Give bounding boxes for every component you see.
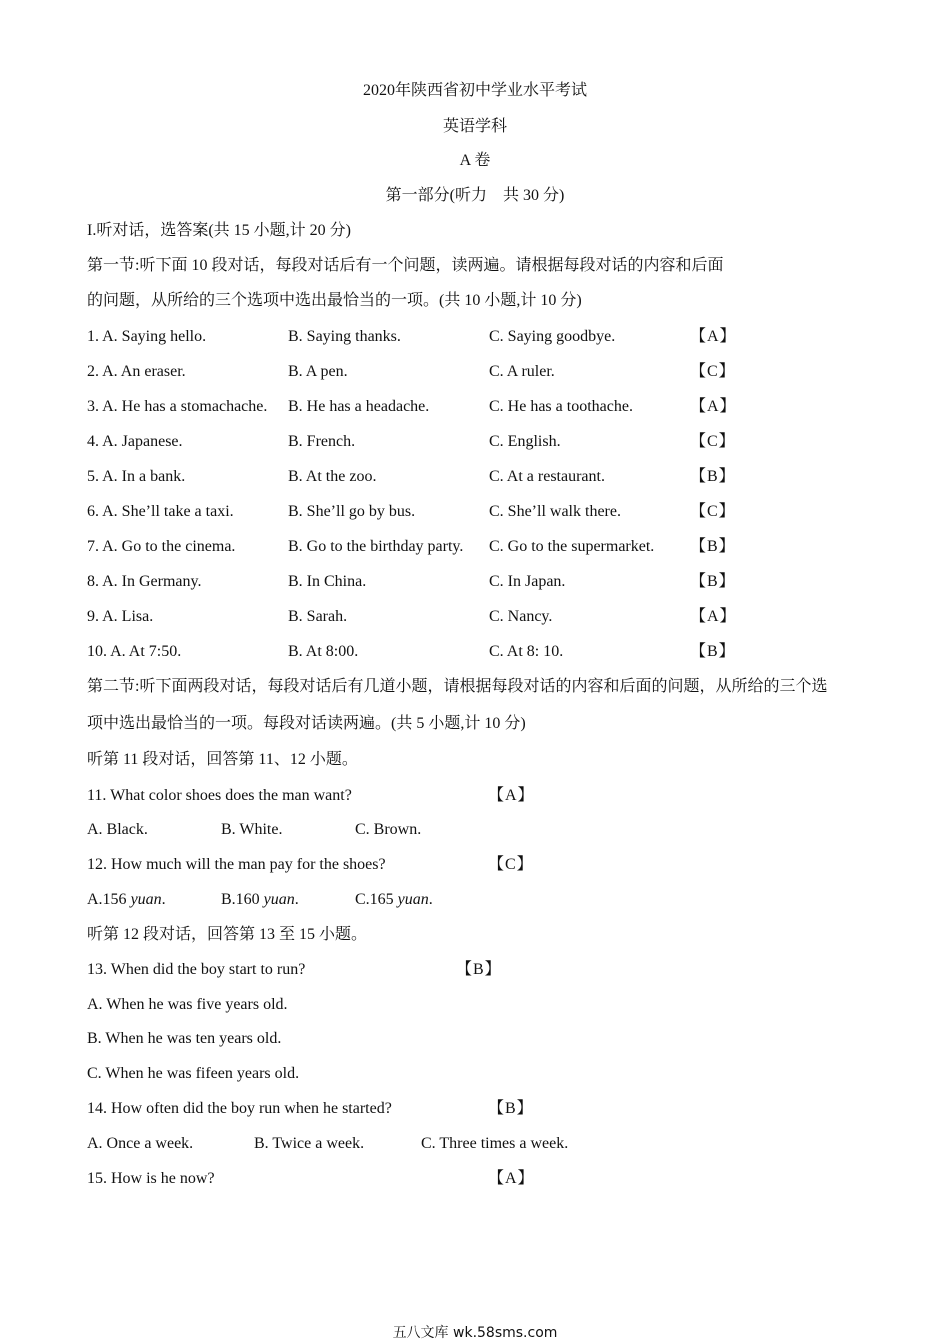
option-c: C. Go to the supermarket. <box>489 538 655 555</box>
part-heading: 第一部分(听力 共 30 分) <box>385 187 565 204</box>
answer-key: 【B】 <box>690 573 736 590</box>
price-value: C.165 <box>355 891 394 908</box>
answer-key: 【B】 <box>690 538 736 555</box>
option-c: C. English. <box>489 433 561 450</box>
section-heading: I.听对话，选答案(共 15 小题,计 20 分) <box>87 222 351 239</box>
period: . <box>428 891 433 908</box>
option-a: 2. A. An eraser. <box>87 363 186 380</box>
option-a: 10. A. At 7:50. <box>87 643 182 660</box>
question-12: 12. How much will the man pay for the shoes? <box>87 856 386 873</box>
option-c: C. In Japan. <box>489 573 566 590</box>
answer-key: 【C】 <box>690 433 736 450</box>
answer-key: 【C】 <box>690 363 736 380</box>
question-11: 11. What color shoes does the man want? <box>87 787 352 804</box>
option-b: B. At 8:00. <box>288 643 359 660</box>
option-a: A. Black. <box>87 821 148 838</box>
answer-key: 【B】 <box>456 961 502 978</box>
option-c: C. Saying goodbye. <box>489 328 616 345</box>
option-a: 1. A. Saying hello. <box>87 328 207 345</box>
option-b: B. Saying thanks. <box>288 328 401 345</box>
exam-title: 2020年陕西省初中学业水平考试 <box>362 82 587 99</box>
question-15: 15. How is he now? <box>87 1170 215 1187</box>
dialog-11-intro: 听第 11 段对话，回答第 11、12 小题。 <box>87 751 358 768</box>
option-c: C. A ruler. <box>489 363 555 380</box>
section2-instructions-line1: 第二节:听下面两段对话，每段对话后有几道小题，请根据每段对话的内容和后面的问题，从所给的三个选 <box>87 678 828 695</box>
option-c: C. Brown. <box>355 821 422 838</box>
price-value: A.156 <box>87 891 127 908</box>
option-a: 8. A. In Germany. <box>87 573 202 590</box>
option-c: C. When he was fifeen years old. <box>87 1065 300 1082</box>
option-c: C. Nancy. <box>489 608 553 625</box>
option-a: 5. A. In a bank. <box>87 468 186 485</box>
option-a: 6. A. She’ll take a taxi. <box>87 503 234 520</box>
option-b <box>221 890 299 910</box>
option-a: A. Once a week. <box>87 1135 194 1152</box>
answer-key: 【A】 <box>690 328 737 345</box>
option-b: B. White. <box>221 821 283 838</box>
dialog-12-intro: 听第 12 段对话，回答第 13 至 15 小题。 <box>87 926 368 943</box>
footer-watermark: 五八文库 wk.58sms.com <box>392 1325 558 1341</box>
currency-unit: yuan <box>397 891 429 908</box>
option-a: 9. A. Lisa. <box>87 608 154 625</box>
period: . <box>161 891 166 908</box>
option-b: B. Go to the birthday party. <box>288 538 464 555</box>
option-a: 4. A. Japanese. <box>87 433 183 450</box>
answer-key: 【B】 <box>690 643 736 660</box>
option-a: 3. A. He has a stomachache. <box>87 398 268 415</box>
option-b: B. French. <box>288 433 356 450</box>
option-b: B. In China. <box>288 573 367 590</box>
answer-key: 【C】 <box>488 856 534 873</box>
currency-unit: yuan <box>263 891 295 908</box>
option-b: B. She’ll go by bus. <box>288 503 416 520</box>
option-b: B. When he was ten years old. <box>87 1030 282 1047</box>
price-value: B.160 <box>221 891 260 908</box>
option-c: C. He has a toothache. <box>489 398 633 415</box>
option-a: 7. A. Go to the cinema. <box>87 538 236 555</box>
section1-instructions-line1: 第一节:听下面 10 段对话，每段对话后有一个问题，读两遍。请根据每段对话的内容和后面 <box>87 257 724 274</box>
option-c: C. At a restaurant. <box>489 468 605 485</box>
option-b: B. Sarah. <box>288 608 348 625</box>
period: . <box>294 891 299 908</box>
subject-title: 英语学科 <box>442 118 507 135</box>
option-c: C. She’ll walk there. <box>489 503 621 520</box>
option-b: B. At the zoo. <box>288 468 377 485</box>
section1-instructions-line2: 的问题，从所给的三个选项中选出最恰当的一项。(共 10 小题,计 10 分) <box>87 292 582 309</box>
option-c: C. Three times a week. <box>421 1135 569 1152</box>
question-13: 13. When did the boy start to run? <box>87 961 306 978</box>
option-b: B. A pen. <box>288 363 348 380</box>
option-b: B. He has a headache. <box>288 398 430 415</box>
question-14: 14. How often did the boy run when he started? <box>87 1100 392 1117</box>
currency-unit: yuan <box>130 891 162 908</box>
answer-key: 【B】 <box>488 1100 534 1117</box>
option-a: A. When he was five years old. <box>87 996 288 1013</box>
answer-key: 【B】 <box>690 468 736 485</box>
paper-label: A 卷 <box>459 152 491 169</box>
answer-key: 【A】 <box>690 398 737 415</box>
option-c <box>355 890 433 910</box>
section2-instructions-line2: 项中选出最恰当的一项。每段对话读两遍。(共 5 小题,计 10 分) <box>87 715 526 732</box>
option-a <box>87 890 166 910</box>
option-c: C. At 8: 10. <box>489 643 564 660</box>
option-b: B. Twice a week. <box>254 1135 365 1152</box>
answer-key: 【C】 <box>690 503 736 520</box>
answer-key: 【A】 <box>690 608 737 625</box>
answer-key: 【A】 <box>488 1170 535 1187</box>
answer-key: 【A】 <box>488 787 535 804</box>
